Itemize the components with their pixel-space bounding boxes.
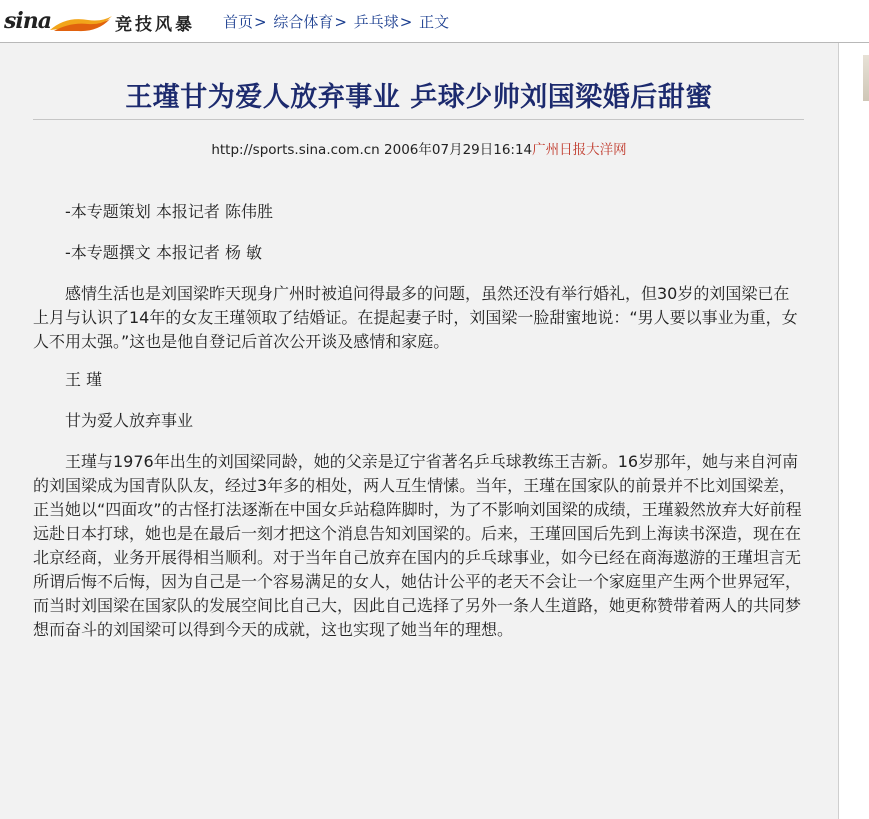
sina-logo[interactable]	[2, 6, 114, 36]
article-source-link[interactable]: 广州日报大洋网	[532, 142, 627, 158]
article-meta	[0, 138, 838, 158]
breadcrumb-table-tennis[interactable]: 乒乓球	[353, 13, 399, 31]
article-title: 王瑾甘为爱人放弃事业 乒球少帅刘国梁婚后甜蜜	[125, 82, 713, 113]
sina-logo-text: sina	[4, 8, 51, 34]
sidebar-image-fragment	[863, 55, 869, 101]
breadcrumb-separator: >	[334, 13, 347, 31]
channel-name: 竞技风暴	[115, 15, 195, 35]
article-paragraph: 感情生活也是刘国梁昨天现身广州时被追问得最多的问题，虽然还没有举行婚礼，但30岁的刘国梁已在上月与认识了14年的女友王瑾领取了结婚证。在提起妻子时，刘国梁一脸甜蜜地说：“男人要以事业为重，女人不用太强。”这也是他自登记后首次公开谈及感情和家庭。	[33, 284, 798, 351]
breadcrumb-home[interactable]: 首页	[223, 13, 254, 31]
article-panel	[0, 43, 839, 819]
article-body	[33, 200, 804, 656]
breadcrumb	[223, 11, 449, 32]
breadcrumb-separator: >	[399, 13, 413, 31]
right-sidebar-edge	[839, 43, 869, 819]
article-url[interactable]: http://sports.sina.com.cn	[211, 142, 380, 158]
article-paragraph: -本专题策划 本报记者 陈伟胜	[65, 202, 273, 221]
title-divider	[33, 119, 804, 120]
breadcrumb-separator: >	[254, 13, 267, 31]
article-paragraph: 王 瑾	[65, 370, 103, 389]
sina-eye-logo-icon	[48, 10, 114, 36]
article-datetime: 2006年07月29日16:14	[384, 142, 533, 158]
article-paragraph: 王瑾与1976年出生的刘国梁同龄，她的父亲是辽宁省著名乒乓球教练王吉新。16岁那年，她与来自河南的刘国梁成为国青队队友，经过3年多的相处，两人互生情愫。当年，王瑾在国家队的前景并不比刘国梁差，正当她以“四面攻”的古怪打法逐渐在中国女乒站稳阵脚时，为了不影响刘国梁的成绩，王瑾毅然放弃大好前程远赴日本打球，她也是在最后一刻才把这个消息告知刘国梁的。后来，王瑾回国后先到上海读书深造，现在在北京经商，业务开展得相当顺利。对于当年自己放弃在国内的乒乓球事业，如今已经在商海遨游的王瑾坦言无所谓后悔不后悔，因为自己是一个容易满足的女人，她估计公平的老天不会让一个家庭里产生两个世界冠军，而当时刘国梁在国家队的发展空间比自己大，因此自己选择了另外一条人生道路，她更称赞带着两人的共同梦想而奋斗的刘国梁可以得到今天的成就，这也实现了她当年的理想。	[33, 452, 802, 639]
article-paragraph: -本专题撰文 本报记者 杨 敏	[65, 243, 263, 262]
article-paragraph: 甘为爱人放弃事业	[65, 411, 194, 430]
site-header	[0, 0, 869, 43]
breadcrumb-article[interactable]: 正文	[419, 13, 450, 31]
breadcrumb-sports[interactable]: 综合体育	[273, 13, 334, 31]
